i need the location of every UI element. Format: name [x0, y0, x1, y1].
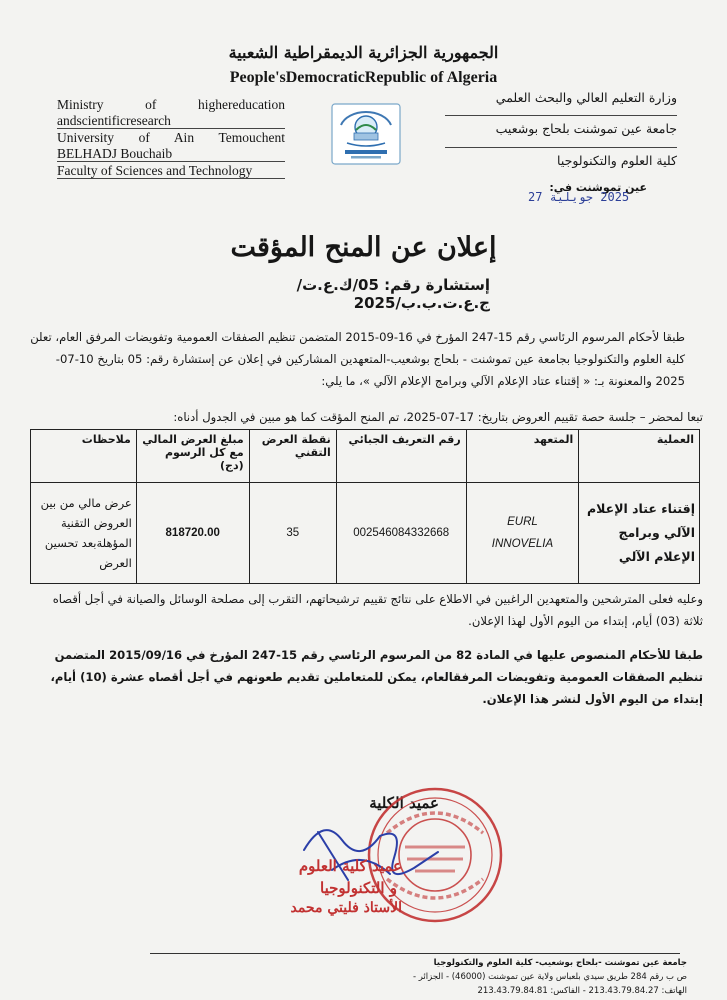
appeal-paragraph: طبقا للأحكام المنصوص عليها في المادة 82 من المرسوم الرئاسي رقم 15-247 المؤرخ في 2015/09/16 المتضمن تنظيم الصفقات العمومية وتفويضات المرفقالعام، يمكن للمتعاملين تقديم طعونهم في أجل أقصاه عشرة (10) أيام، إبتداء من اليوم الأول لنشر هذا الإعلان. [50, 648, 703, 706]
header-rule [445, 115, 677, 116]
header-ar-republic: الجمهورية الجزائرية الديمقراطية الشعبية [228, 43, 499, 62]
ministry-ar: وزارة التعليم العالي والبحث العلمي [495, 90, 677, 105]
ministry-line1: Ministry of highereducation [57, 97, 286, 112]
university-line2: BELHADJ Bouchaib [57, 146, 173, 161]
cell-technical-score: 35 [249, 483, 336, 584]
col-bidder: المتعهد [466, 430, 579, 483]
bidder-line2: INNOVELIA [491, 538, 554, 550]
stamp-dean-line2: و التكنولوجيا [320, 879, 397, 897]
col-notes: ملاحظات [31, 430, 137, 483]
date-label: عين تموشنت في: [549, 181, 647, 194]
header-en-republic: People'sDemocraticRepublic of Algeria [229, 69, 498, 86]
cell-tax-id: 002546084332668 [336, 483, 466, 584]
col-tax-id: رقم التعريف الجبائي [336, 430, 466, 483]
header-rule [445, 147, 677, 148]
footer-line3: الهاتف: 213.43.79.84.27 - الفاكس: 213.43.79.84.81 [477, 986, 687, 996]
university-ar: جامعة عين تموشنت بلحاج بوشعيب [495, 121, 677, 136]
faculty-en: Faculty of Sciences and Technology [57, 163, 253, 178]
col-technical-score: نقطة العرض التقني [249, 430, 336, 483]
cell-bidder [466, 483, 579, 584]
consult-paragraph: وعليه فعلى المترشحين والمتعهدين الراغبين في الاطلاع على نتائج تقييم ترشيحاتهم، التقرب إلى مصلحة الوسائل والصيانة في أجل أقصاه ثلاثة (03) أيام، إبتداء من اليوم الأول لهذا الإعلان. [52, 592, 703, 628]
footer-line1: جامعة عين تموشنت -بلحاج بوشعيب- كلية العلوم والتكنولوجيا [433, 958, 687, 968]
ministry-line2: andscientificresearch [57, 113, 171, 128]
cell-notes: عرض مالي من بين العروض التقنية المؤهلةبعد تحسين العرض [31, 483, 137, 584]
consultation-number: إستشارة رقم: 05/ك.ع.ت/ج.ع.ت.ب.ب/2025 [296, 276, 490, 312]
stamp-dean-line3: الأستاذ فليتي محمد [290, 900, 402, 916]
date-value: 2025 جويلية 27 [528, 190, 630, 204]
table-row [31, 483, 700, 584]
footer-rule [150, 953, 680, 954]
cell-operation: إقتناء عتاد الإعلام الآلي وبرامج الإعلام الآلي [579, 483, 700, 584]
award-table [30, 429, 700, 584]
col-operation: العملية [579, 430, 700, 483]
stamp-dean-line1: عميد كلية العلوم [298, 857, 402, 875]
footer-line2: ص ب رقم 284 طريق سيدي بلعباس ولاية عين تموشنت (46000) - الجزائر - [412, 972, 687, 982]
session-paragraph: تبعا لمحضر – جلسة حصة تقييم العروض بتاريخ: 17-07-2025، تم المنح المؤقت كما هو مبين في الجدول أدناه: [173, 410, 703, 424]
dean-title: عميد الكلية [369, 794, 439, 812]
university-logo [331, 103, 401, 165]
table-header-row [31, 430, 700, 483]
faculty-ar: كلية العلوم والتكنولوجيا [557, 153, 677, 168]
university-line1: University of Ain Temouchent [57, 130, 285, 145]
header-rule [57, 178, 285, 179]
cell-amount: 818720.00 [136, 483, 249, 584]
intro-paragraph: طبقا لأحكام المرسوم الرئاسي رقم 15-247 المؤرخ في 16-09-2015 المتضمن تنظيم الصفقات العمومية وتفويضات المرفق العام، تعلن كلية العلوم والتكنولوجيا بجامعة عين تموشنت - بلحاج بوشعيب-المتعهدين المشاركين في إعلان عن إستشارة رقم: 05 بتاريخ 10-07-2025 والمعنونة بـ: « إقتناء عتاد الإعلام الآلي وبرامج الإعلام الآلي »، ما يلي: [30, 330, 685, 388]
document-title: إعلان عن المنح المؤقت [230, 232, 497, 263]
bidder-line1: EURL [507, 516, 538, 528]
col-amount: مبلغ العرض المالي مع كل الرسوم (دج) [136, 430, 249, 483]
